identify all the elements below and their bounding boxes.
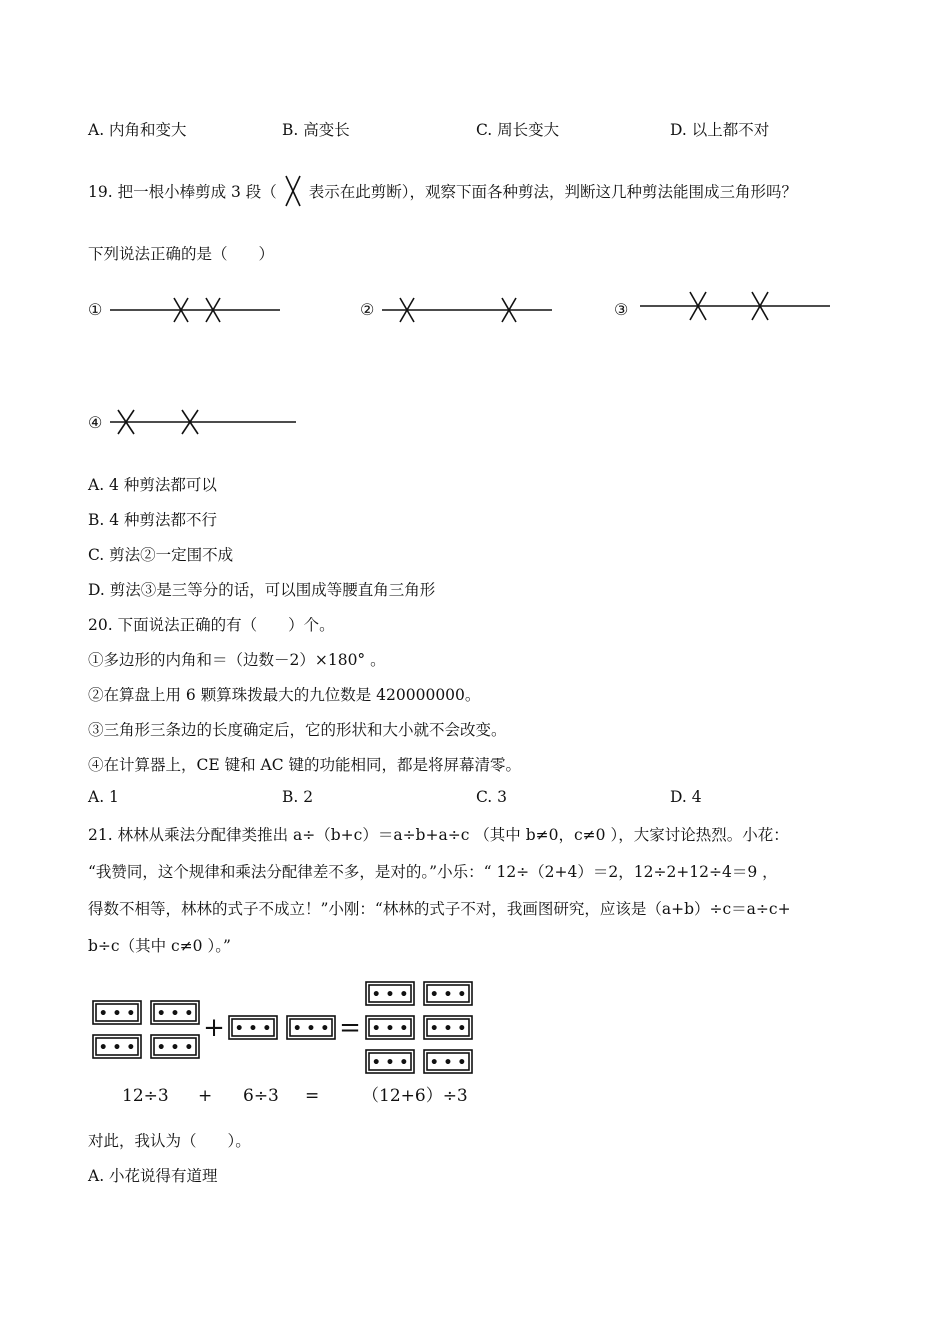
- q19-stem-line2: 下列说法正确的是（ ）: [88, 245, 275, 263]
- q20-statement-3: ③三角形三条边的长度确定后，它的形状和大小就不会改变。: [88, 721, 507, 739]
- cut-mark-icon: [282, 185, 304, 201]
- cut-diagram-4: [108, 408, 308, 438]
- cut-label-1: ①: [88, 300, 103, 319]
- q19-option-b[interactable]: B. 4 种剪法都不行: [88, 511, 218, 529]
- caption-mid: 6÷3: [243, 1086, 279, 1106]
- dots: • • •: [429, 987, 467, 1003]
- q21-line-2: “我赞同，这个规律和乘法分配律差不多，是对的。”小乐：“ 12÷（2+4）＝2，12÷2+12÷4＝9 ，: [88, 863, 778, 881]
- cut-label-4: ④: [88, 413, 103, 432]
- cut-label-2: ②: [360, 300, 375, 319]
- q21-option-a[interactable]: A. 小花说得有道理: [88, 1167, 218, 1185]
- cut-diagram-2: [380, 296, 560, 326]
- q20-statement-4: ④在计算器上，CE 键和 AC 键的功能相同，都是将屏幕清零。: [88, 756, 522, 774]
- figure-plus: +: [203, 1013, 225, 1043]
- q18-option-d[interactable]: D. 以上都不对: [670, 121, 770, 139]
- cut-diagram-3: [638, 290, 838, 324]
- q20-option-a[interactable]: A. 1: [88, 788, 119, 806]
- q18-option-b[interactable]: B. 高变长: [282, 121, 350, 139]
- caption-plus: +: [198, 1086, 213, 1106]
- q19-option-a[interactable]: A. 4 种剪法都可以: [88, 476, 217, 494]
- dot-box: [93, 982, 472, 1073]
- q19-number: 19.: [88, 183, 113, 201]
- q19-option-c[interactable]: C. 剪法②一定围不成: [88, 546, 234, 564]
- dots: • • •: [371, 1021, 409, 1037]
- dots: • • •: [156, 1040, 194, 1056]
- q18-option-a[interactable]: A. 内角和变大: [88, 121, 187, 139]
- dots: • • •: [371, 987, 409, 1003]
- q20-option-d[interactable]: D. 4: [670, 788, 702, 806]
- q20-option-c[interactable]: C. 3: [476, 788, 508, 806]
- q20-option-b[interactable]: B. 2: [282, 788, 314, 806]
- q21-line-1: 21. 林林从乘法分配律类推出 a÷（b+c）＝a÷b+a÷c （其中 b≠0，c≠0 ），大家讨论热烈。小花：: [88, 826, 789, 844]
- dots: • • •: [98, 1040, 136, 1056]
- q19-stem: [88, 180, 797, 202]
- caption-equals: =: [305, 1086, 320, 1106]
- dots: • • •: [292, 1021, 330, 1037]
- q19-option-d[interactable]: D. 剪法③是三等分的话，可以围成等腰直角三角形: [88, 581, 436, 599]
- q21-line-4: b÷c（其中 c≠0 ）。”: [88, 937, 231, 955]
- q18-option-c[interactable]: C. 周长变大: [476, 121, 560, 139]
- q21-figure: [88, 976, 488, 1116]
- q20-statement-1: ①多边形的内角和＝（边数－2）×180° 。: [88, 651, 386, 669]
- q21-line-3: 得数不相等，林林的式子不成立！”小刚：“林林的式子不对，我画图研究，应该是（a+b）÷c＝a÷c+: [88, 900, 791, 918]
- q19-stem-after: 表示在此剪断），观察下面各种剪法，判断这几种剪法能围成三角形吗？: [308, 183, 797, 201]
- caption-left: 12÷3: [122, 1086, 169, 1106]
- figure-equals: =: [339, 1013, 361, 1043]
- q21-prompt: 对此，我认为（ ）。: [88, 1132, 251, 1150]
- dots: • • •: [429, 1055, 467, 1071]
- q20-statement-2: ②在算盘上用 6 颗算珠拨最大的九位数是 420000000。: [88, 686, 481, 704]
- dots: • • •: [371, 1055, 409, 1071]
- dots: • • •: [234, 1021, 272, 1037]
- q19-stem-before: 把一根小棒剪成 3 段（: [117, 183, 277, 201]
- dots: • • •: [429, 1021, 467, 1037]
- q20-stem: 20. 下面说法正确的有（ ）个。: [88, 616, 335, 634]
- dots: • • •: [98, 1006, 136, 1022]
- dots: • • •: [156, 1006, 194, 1022]
- cut-diagram-1: [108, 296, 288, 326]
- cut-label-3: ③: [614, 300, 629, 319]
- caption-right: （12+6）÷3: [362, 1086, 468, 1106]
